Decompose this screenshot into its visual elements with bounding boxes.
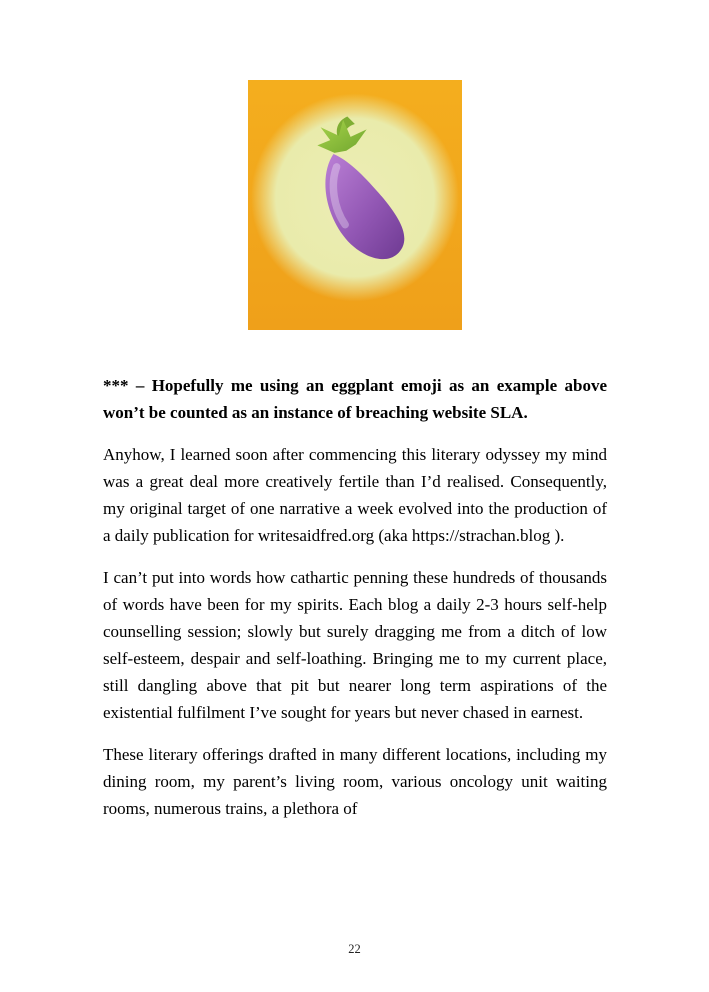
paragraph-literary-odyssey: Anyhow, I learned soon after commencing this literary odyssey my mind was a great deal more creatively fertile than I’d realised. Consequently, my original target of one narrative a week evolved into the production of a daily publication for writesaidfred.org (aka https://strachan.blog ). [103, 445, 607, 545]
eggplant-icon [282, 113, 432, 285]
page-content [0, 330, 709, 822]
page-footer [0, 940, 709, 958]
eggplant-emoji-image [248, 80, 462, 330]
paragraph-sla-note: *** – Hopefully me using an eggplant emoji as an example above won’t be counted as an instance of breaching website SLA. [103, 376, 607, 422]
page-number: 22 [348, 942, 361, 956]
paragraph-locations: These literary offerings drafted in many different locations, including my dining room, my parent’s living room, various oncology unit waiting rooms, numerous trains, a plethora of [103, 745, 607, 818]
eggplant-figure [0, 0, 709, 330]
paragraph-cathartic: I can’t put into words how cathartic penning these hundreds of thousands of words have been for my spirits. Each blog a daily 2-3 hours self-help counselling session; slowly but surely dragging me from a ditch of low self-esteem, despair and self-loathing. Bringing me to my current place, still dangling above that pit but nearer long term aspirations of the existential fulfilment I’ve sought for years but never chased in earnest. [103, 568, 607, 722]
